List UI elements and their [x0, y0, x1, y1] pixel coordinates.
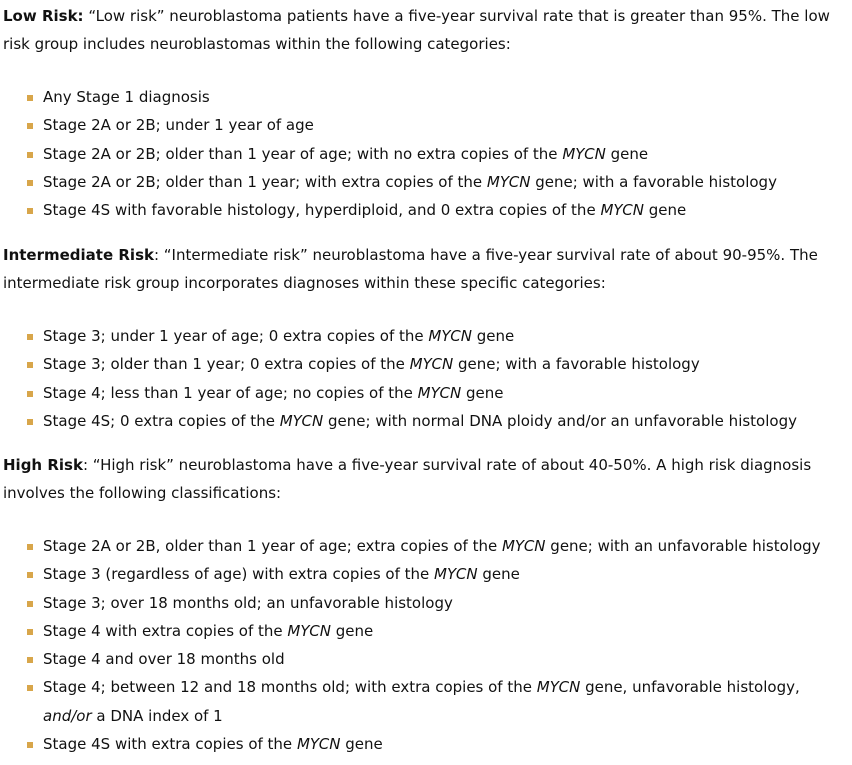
low-risk-list	[23, 83, 848, 224]
bullet-icon	[27, 601, 33, 607]
bullet-icon	[27, 742, 33, 748]
high-risk-paragraph	[3, 451, 848, 507]
bullet-icon	[27, 629, 33, 635]
list-item: Stage 2A or 2B; older than 1 year; with extra copies of the MYCN gene; with a favorable histology	[23, 168, 848, 196]
list-item: Stage 3 (regardless of age) with extra copies of the MYCN gene	[23, 560, 848, 588]
list-item: Stage 2A or 2B; older than 1 year of age; with no extra copies of the MYCN gene	[23, 140, 848, 168]
high-risk-list	[23, 532, 848, 758]
high-risk-intro: : “High risk” neuroblastoma have a five-year survival rate of about 40-50%. A high risk diagnosis involves the following classifications:	[3, 456, 812, 502]
intermediate-risk-heading: Intermediate Risk	[3, 246, 154, 264]
low-risk-heading: Low Risk:	[3, 7, 84, 25]
intermediate-risk-intro: : “Intermediate risk” neuroblastoma have a five-year survival rate of about 90-95%. The intermediate risk group incorporates diagnoses within these specific categories:	[3, 246, 818, 292]
list-item: Stage 4 with extra copies of the MYCN gene	[23, 617, 848, 645]
low-risk-intro: “Low risk” neuroblastoma patients have a five-year survival rate that is greater than 95%. The low risk group includes neuroblastomas within the following categories:	[3, 7, 830, 53]
bullet-icon	[27, 657, 33, 663]
bullet-icon	[27, 180, 33, 186]
intermediate-risk-paragraph	[3, 241, 848, 297]
list-item: Stage 3; over 18 months old; an unfavorable histology	[23, 589, 848, 617]
bullet-icon	[27, 208, 33, 214]
bullet-icon	[27, 334, 33, 340]
bullet-icon	[27, 572, 33, 578]
list-item: Stage 4; between 12 and 18 months old; with extra copies of the MYCN gene, unfavorable histology, and/or a DNA index of 1	[23, 673, 848, 730]
bullet-icon	[27, 544, 33, 550]
bullet-icon	[27, 123, 33, 129]
intermediate-risk-list	[23, 322, 848, 435]
bullet-icon	[27, 419, 33, 425]
list-item: Stage 2A or 2B, older than 1 year of age; extra copies of the MYCN gene; with an unfavorable histology	[23, 532, 848, 560]
list-item: Stage 4; less than 1 year of age; no copies of the MYCN gene	[23, 379, 848, 407]
list-item: Stage 4S with extra copies of the MYCN gene	[23, 730, 848, 758]
list-item: Stage 3; under 1 year of age; 0 extra copies of the MYCN gene	[23, 322, 848, 350]
high-risk-heading: High Risk	[3, 456, 83, 474]
bullet-icon	[27, 685, 33, 691]
list-item: Stage 4 and over 18 months old	[23, 645, 848, 673]
bullet-icon	[27, 95, 33, 101]
bullet-icon	[27, 391, 33, 397]
bullet-icon	[27, 152, 33, 158]
list-item: Stage 2A or 2B; under 1 year of age	[23, 111, 848, 139]
list-item: Stage 4S with favorable histology, hyperdiploid, and 0 extra copies of the MYCN gene	[23, 196, 848, 224]
list-item: Stage 4S; 0 extra copies of the MYCN gene; with normal DNA ploidy and/or an unfavorable histology	[23, 407, 848, 435]
bullet-icon	[27, 362, 33, 368]
low-risk-paragraph	[3, 2, 848, 58]
list-item: Any Stage 1 diagnosis	[23, 83, 848, 111]
list-item: Stage 3; older than 1 year; 0 extra copies of the MYCN gene; with a favorable histology	[23, 350, 848, 378]
